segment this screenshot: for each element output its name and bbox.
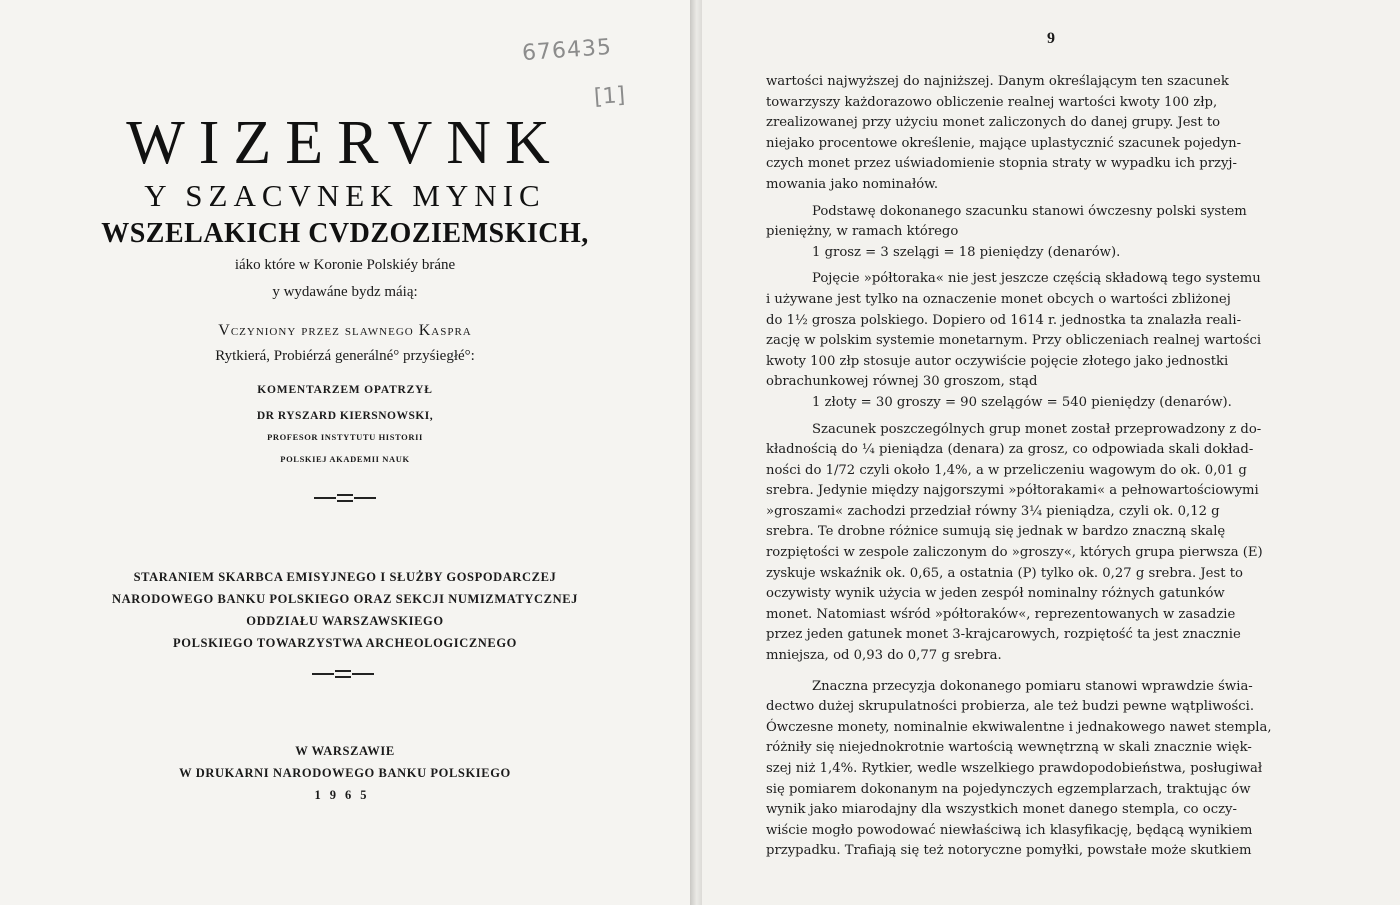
text-line: niejako procentowe określenie, mające uplastycznić szacunek pojedyn- [766, 135, 1242, 151]
text-line: mowania jako nominałów. [766, 176, 939, 192]
text-line: szej niż 1,4%. Rytkier, wedle wszelkiego prawdopodobieństwa, posługiwał [766, 761, 1263, 776]
commentary-line: KOMENTARZEM OPATRZYŁ [257, 384, 433, 396]
text-line: oczywisty wynik użycia w jeden zespół nominalny różnych gatunków [766, 586, 1225, 602]
text-line: różniły się niejednokrotnie wartością wewnętrzną w skali znacznie więk- [766, 740, 1252, 756]
text-line: Pojęcie »półtoraka« nie jest jeszcze częścią składową tego systemu [812, 271, 1261, 287]
text-line: obrachunkowej równej 30 groszom, stąd [766, 374, 1038, 390]
commentator-role-1: PROFESOR INSTYTUTU HISTORII [267, 432, 423, 442]
imprint-printer: W DRUKARNI NARODOWEGO BANKU POLSKIEGO [179, 766, 511, 780]
text-line: się pomiarem dokonanym na pojedynczych egzemplarzach, traktując ów [766, 781, 1251, 797]
text-line: i używane jest tylko na oznaczenie monet obcych o wartości zbliżonej [766, 291, 1231, 307]
text-line: zację w polskim systemie monetarnym. Przy obliczeniach realnej wartości [766, 333, 1262, 349]
text-line: monet. Natomiast wśród »półtoraków«, reprezentowanych w zasadzie [766, 606, 1236, 622]
text-line: dectwo dużej skrupulatności probierza, ale też budzi pewne wątpliwości. [766, 699, 1255, 715]
right-page [702, 0, 1400, 905]
text-line: kładnością do ¼ pieniądza (denara) za grosz, co odpowiada skali dokład- [766, 442, 1254, 458]
text-line: czych monet przez uświadomienie stopnia straty w wypadku ich przyj- [766, 156, 1237, 172]
text-line: srebra. Te drobne różnice sumują się jednak w bardzo znaczną skalę [766, 524, 1226, 540]
text-line: »groszami« zachodzi przedział równy 3¼ pieniądza, czyli ok. 0,12 g [766, 503, 1220, 519]
text-line: przypadku. Trafiają się też notoryczne pomyłki, powstałe może skutkiem [766, 843, 1252, 859]
author-line: Vczyniony przez slawnego Kaspra [218, 322, 472, 339]
text-line: rozpiętości w zespole zaliczonym do »groszy«, których grupa pierwsza (E) [766, 545, 1263, 561]
text-line: wartości najwyższej do najniższej. Danym określającym ten szacunek [766, 74, 1229, 89]
text-line: Ówczesne monety, nominalnie ekwiwalentne i jednakowego nawet stempla, [766, 719, 1272, 735]
commentator-role-2: POLSKIEJ AKADEMII NAUK [280, 454, 410, 464]
text-line: 1 złoty = 30 groszy = 90 szelągów = 540 pieniędzy (denarów). [812, 394, 1232, 410]
author-title-line: Rytkierá, Probiérzá generálné° przyśiegłé°: [215, 348, 475, 364]
book-gutter [690, 0, 702, 905]
text-line: towarzyszy każdorazowo obliczenie realnej wartości kwoty 100 złp, [766, 94, 1218, 110]
text-line: wynik jako miarodajny dla wszystkich monet danego stempla, co oczy- [766, 802, 1237, 818]
commentator-name: DR RYSZARD KIERSNOWSKI, [256, 410, 434, 422]
text-line: Szacunek poszczególnych grup monet został przeprowadzony z do- [812, 421, 1262, 437]
text-line: zyskuje wskaźnik ok. 0,65, a ostatnia (P) tylko ok. 0,27 g srebra. Jest to [766, 565, 1243, 581]
left-page [0, 0, 690, 905]
text-line: 1 grosz = 3 szelągi = 18 pieniędzy (denarów). [812, 244, 1121, 260]
text-line: srebra. Jedynie między najgorszymi »półtorakami« a pełnowartościowymi [766, 483, 1259, 499]
handwritten-bracket-note: [1] [593, 82, 627, 111]
text-line: do 1½ grosza polskiego. Dopiero od 1614 r. jednostka ta znalazła reali- [766, 312, 1242, 328]
body-text [766, 72, 1376, 862]
text-line: pieniężny, w ramach którego [766, 224, 959, 240]
text-line: kwoty 100 złp stosuje autor oczywiście pojęcie złotego jako jednostki [766, 353, 1229, 369]
title-subtitle: Y SZACVNEK MYNIC [144, 178, 546, 213]
text-line: Podstawę dokonanego szacunku stanowi ówczesny polski system [812, 203, 1247, 219]
title-main: WIZERVNK [126, 109, 564, 177]
institution-line-4: POLSKIEGO TOWARZYSTWA ARCHEOLOGICZNEGO [173, 636, 517, 650]
text-line: mniejsza, od 0,93 do 0,77 g srebra. [766, 648, 1002, 664]
imprint-year: 1965 [314, 788, 376, 802]
institution-line-3: ODDZIAŁU WARSZAWSKIEGO [246, 614, 444, 628]
title-line-2: y wydawáne bydz máią: [272, 284, 418, 300]
text-line: zrealizowanej przy użyciu monet zaliczonych do danej grupy. Jest to [766, 115, 1221, 131]
title-subtitle-2: WSZELAKICH CVDZOZIEMSKICH, [101, 218, 589, 249]
text-line: wiście mogło powodować niewłaściwą ich klasyfikację, będącą wynikiem [766, 822, 1253, 838]
institution-line-1: STARANIEM SKARBCA EMISYJNEGO I SŁUŻBY GOSPODARCZEJ [133, 570, 557, 584]
institution-line-2: NARODOWEGO BANKU POLSKIEGO ORAZ SEKCJI NUMIZMATYCZNEJ [112, 592, 578, 606]
text-line: przez jeden gatunek monet 3-krajcarowych, rozpiętość ta jest znacznie [766, 627, 1241, 643]
imprint-city: W WARSZAWIE [295, 744, 395, 758]
title-line-1: iáko które w Koronie Polskiéy bráne [234, 257, 456, 273]
text-line: Znaczna przecyzja dokonanego pomiaru stanowi wprawdzie świa- [812, 678, 1253, 694]
text-line: ności do 1/72 czyli około 1,4%, a w przeliczeniu wagowym do ok. 0,01 g [766, 462, 1247, 478]
handwritten-catalog-number: 676435 [521, 34, 613, 67]
page-number: 9 [1047, 30, 1055, 47]
